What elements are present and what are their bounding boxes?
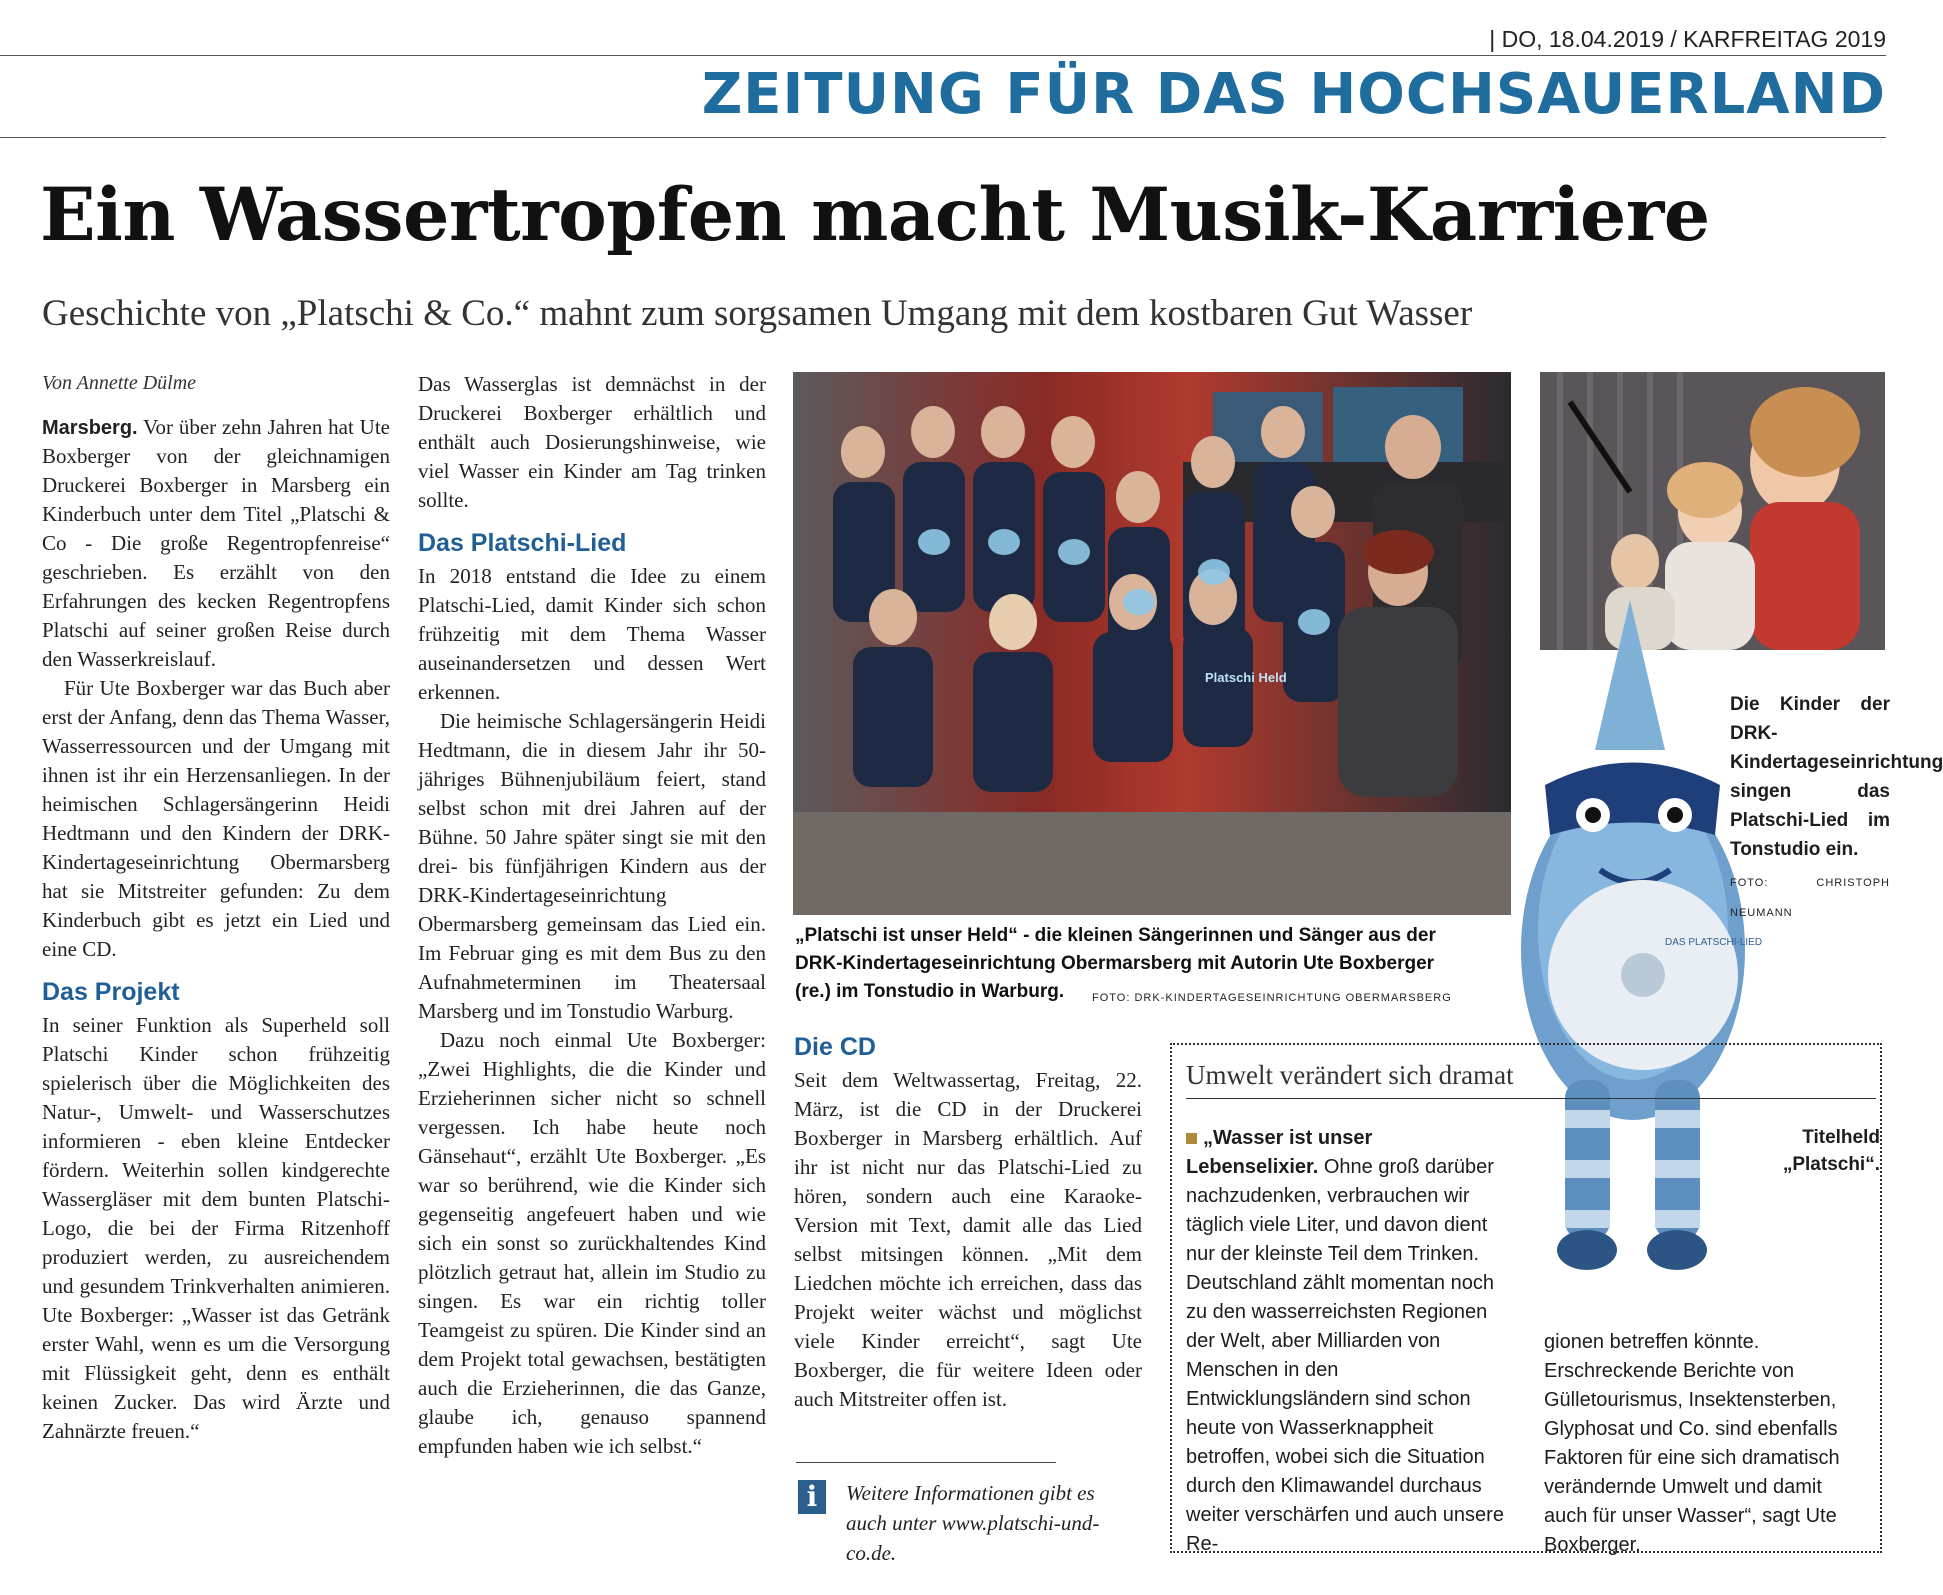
info-text: Weitere Informationen gibt es auch unter www.platschi-und-co.de. bbox=[846, 1481, 1100, 1565]
paragraph bbox=[42, 413, 390, 674]
right-photo-credit: FOTO: CHRISTOPH NEUMANN bbox=[1730, 877, 1890, 919]
paragraph: In seiner Funktion als Superheld soll Platschi Kinder schon frühzeitig spielerisch über die Möglichkeiten des Natur-, Umwelt- und Wasserschutzes informieren - eben kleine Entdecker fördern. Weiterhin sollen kindgerechte Wassergläser mit dem bunten Platschi-Logo, die bei der Firma Ritzenhoff produziert werden, zu ausreichendem und gesundem Trinkverhalten animieren. Ute Boxberger: „Wasser ist das Getränk erster Wahl, wenn es um die Versorgung mit Flüssigkeit geht, denn es enthält keinen Zucker. Das wird Ärzte und Zahnärzte freuen.“ bbox=[42, 1013, 390, 1443]
byline: Von Annette Dülme bbox=[42, 372, 197, 394]
top-rule bbox=[0, 55, 1886, 56]
mascot-caption: Titelheld „Platschi“. bbox=[1782, 1127, 1880, 1175]
column-2 bbox=[418, 370, 766, 1461]
paragraph: Die heimische Schlagersängerin Heidi Hedtmann, die in diesem Jahr ihr 50-jähriges Bühnenjubiläum feiert, stand selbst schon mit drei Jahren auf der Bühne. 50 Jahre später singt sie mit den drei- bis fünfjährigen Kindern aus der DRK-Kindertageseinrichtung Obermarsberg gemeinsam das Lied ein. Im Februar ging es mit dem Bus zu den Aufnahmeterminen im Theatersaal Marsberg und im Tonstudio Warburg. bbox=[418, 709, 766, 1023]
column-3 bbox=[794, 1033, 1142, 1414]
caption-text: „Platschi ist unser Held“ - die kleinen Sängerinnen und Sänger aus der DRK-Kindertageseinrichtung Obermarsberg mit Autorin Ute Boxberger (re.) im Tonstudio in Warburg. bbox=[795, 925, 1436, 1002]
box-title-rule bbox=[1186, 1098, 1876, 1099]
info-rule bbox=[796, 1462, 1056, 1463]
box-column-1 bbox=[1186, 1124, 1510, 1559]
right-photo-caption bbox=[1730, 690, 1943, 928]
masthead-rule bbox=[0, 137, 1886, 138]
section-heading-projekt: Das Projekt bbox=[42, 978, 180, 1006]
column-1 bbox=[42, 372, 390, 1446]
location: Marsberg. bbox=[42, 417, 138, 439]
box-column-2 bbox=[1544, 1328, 1868, 1560]
cd-label: DAS PLATSCHI-LIED bbox=[1665, 937, 1763, 948]
paragraph: In 2018 entstand die Idee zu einem Platschi-Lied, damit Kinder sich schon frühzeitig mit dem Thema Wasser auseinandersetzen und dessen Wert erkennen. bbox=[418, 564, 766, 704]
paragraph: Seit dem Weltwassertag, Freitag, 22. März, ist die CD in der Druckerei Boxberger in Marsberg erhältlich. Auf ihr ist nicht nur das Platschi-Lied zu hören, sondern auch eine Karaoke-Version mit Text, damit alle das Lied selbst mitsingen können. „Mit dem Liedchen möchte ich erreichen, dass das Projekt weiter wächst und möglichst viele Kinder erreicht“, sagt Ute Boxberger, die für weitere Ideen oder auch Mitstreiter offen ist. bbox=[794, 1068, 1142, 1411]
section-heading-lied: Das Platschi-Lied bbox=[418, 529, 627, 557]
dateline: | DO, 18.04.2019 / KARFREITAG 2019 bbox=[1489, 26, 1886, 52]
box-title: Umwelt verändert sich dramat bbox=[1186, 1060, 1514, 1090]
box-text: Ohne groß darüber nachzudenken, verbrauchen wir täglich viele Liter, und davon dient nur der kleinste Teil dem Trinken. Deutschland zählt momentan noch zu den wasserreichsten Regionen der Welt, aber Milliarden von Menschen in den Entwicklungsländern sind schon heute von Wasserknappheit betroffen, wobei sich die Situation durch den Klimawandel durchaus weiter verschärfen und auch unsere Re- bbox=[1186, 1156, 1504, 1555]
main-photo-credit: FOTO: DRK-KINDERTAGESEINRICHTUNG OBERMARSBERG bbox=[1092, 992, 1452, 1004]
box-paragraph: gionen betreffen könnte. Erschreckende Berichte von Gülletourismus, Insektensterben, Glyphosat und Co. sind ebenfalls Faktoren für eine sich dramatisch verändernde Umwelt und damit auch für unser Wasser“, sagt Ute Boxberger. bbox=[1544, 1331, 1840, 1556]
paragraph: Das Wasserglas ist demnächst in der Druckerei Boxberger erhältlich und enthält auch Dosierungshinweise, wie viel Wasser ein Kinder am Tag trinken sollte. bbox=[418, 372, 766, 512]
info-icon: i bbox=[798, 1480, 826, 1514]
headline: Ein Wassertropfen macht Musik-Karriere bbox=[40, 172, 1710, 258]
paragraph: Für Ute Boxberger war das Buch aber erst der Anfang, denn das Thema Wasser, Wasserressourcen und der Umgang mit ihnen ist ihr ein Herzensanliegen. In der heimischen Schlagersängerinn Heidi Hedtmann und den Kindern der DRK-Kindertageseinrichtung Obermarsberg hat sie Mitstreiter gefunden: Zu dem Kinderbuch gibt es jetzt ein Lied und eine CD. bbox=[42, 676, 390, 961]
paragraph-text: Vor über zehn Jahren hat Ute Boxberger von der gleichnamigen Druckerei Boxberger in Marsberg ein Kinderbuch unter dem Titel „Platschi & Co - Die große Regentropfenreise“ geschrieben. Es erzählt von den Erfahrungen des kecken Regentropfens Platschi auf seiner großen Reise durch den Wasserkreislauf. bbox=[42, 415, 390, 671]
section-heading-cd: Die CD bbox=[794, 1033, 876, 1061]
main-photo bbox=[793, 372, 1511, 915]
paragraph: Dazu noch einmal Ute Boxberger: „Zwei Highlights, die die Kinder und Erzieherinnen sicher nicht so schnell vergessen. Ich habe heute noch Gänsehaut“, erzählt Ute Boxberger. „Es war so berührend, wie die Kinder sich gegenseitig angefeuert haben und wie sich ein sonst so zurückhaltendes Kind plötzlich getraut hat, allein im Studio zu singen. Es war ein richtig toller Teamgeist zu spüren. Die Kinder sind an dem Projekt total gewachsen, bestätigten auch die Erzieherinnen, die das Ganze, glaube ich, genauso spannend empfunden haben wie ich selbst.“ bbox=[418, 1028, 766, 1458]
box-lead: „Wasser ist unser Lebenselixier. bbox=[1186, 1127, 1373, 1178]
bullet-square-icon bbox=[1186, 1133, 1197, 1144]
shirt-text: Platschi Held bbox=[1205, 670, 1287, 685]
caption-text: Die Kinder der DRK-Kindertageseinrichtung singen das Platschi-Lied im Tonstudio ein. bbox=[1730, 694, 1943, 860]
box-paragraph bbox=[1186, 1124, 1510, 1559]
floor bbox=[793, 812, 1511, 915]
studio-photo-illustration bbox=[793, 372, 1511, 915]
subhead: Geschichte von „Platschi & Co.“ mahnt zum sorgsamen Umgang mit dem kostbaren Gut Wasser bbox=[42, 293, 1473, 334]
masthead: ZEITUNG FÜR DAS HOCHSAUERLAND bbox=[701, 62, 1886, 127]
